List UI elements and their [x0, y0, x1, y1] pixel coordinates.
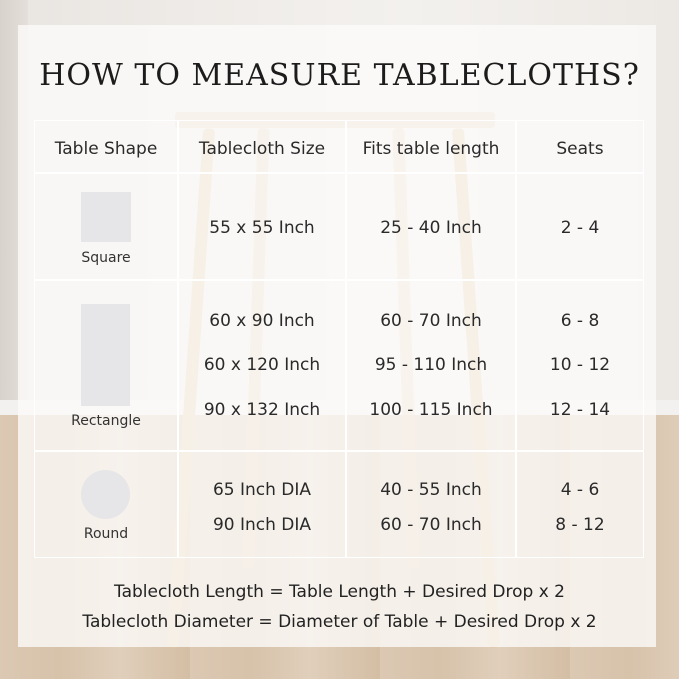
page-title: HOW TO MEASURE TABLECLOTHS?	[39, 58, 640, 93]
tablecloth-size: 55 x 55 Inch	[209, 218, 315, 238]
table-divider	[34, 172, 644, 174]
tablecloth-size: 90 Inch DIA	[212, 515, 312, 535]
header-table-shape: Table Shape	[54, 139, 158, 159]
shape-label-square: Square	[81, 250, 131, 266]
fits-table-length: 25 - 40 Inch	[380, 218, 482, 238]
header-tablecloth-size: Tablecloth Size	[198, 139, 326, 159]
fits-table-length: 100 - 115 Inch	[369, 400, 493, 420]
shape-label-rectangle: Rectangle	[71, 413, 141, 429]
seats: 8 - 12	[555, 515, 605, 535]
square-icon	[81, 192, 131, 242]
shape-label-round: Round	[83, 526, 129, 542]
header-seats: Seats	[556, 139, 604, 159]
header-fits-table-length: Fits table length	[362, 139, 500, 159]
tablecloth-size: 90 x 132 Inch	[203, 400, 321, 420]
tablecloth-size: 65 Inch DIA	[212, 480, 312, 500]
circle-icon	[81, 470, 130, 519]
table-divider	[34, 450, 644, 452]
seats: 12 - 14	[549, 400, 611, 420]
fits-table-length: 40 - 55 Inch	[380, 480, 482, 500]
fits-table-length: 60 - 70 Inch	[380, 311, 482, 331]
tablecloth-size: 60 x 120 Inch	[203, 355, 321, 375]
rectangle-icon	[81, 304, 130, 406]
seats: 4 - 6	[560, 480, 600, 500]
formula-diameter: Tablecloth Diameter = Diameter of Table + Desired Drop x 2	[82, 612, 597, 632]
table-divider	[34, 279, 644, 281]
formula-length: Tablecloth Length = Table Length + Desired Drop x 2	[114, 582, 565, 602]
fits-table-length: 60 - 70 Inch	[380, 515, 482, 535]
seats: 6 - 8	[560, 311, 600, 331]
tablecloth-size: 60 x 90 Inch	[209, 311, 315, 331]
fits-table-length: 95 - 110 Inch	[374, 355, 488, 375]
seats: 10 - 12	[549, 355, 611, 375]
seats: 2 - 4	[560, 218, 600, 238]
